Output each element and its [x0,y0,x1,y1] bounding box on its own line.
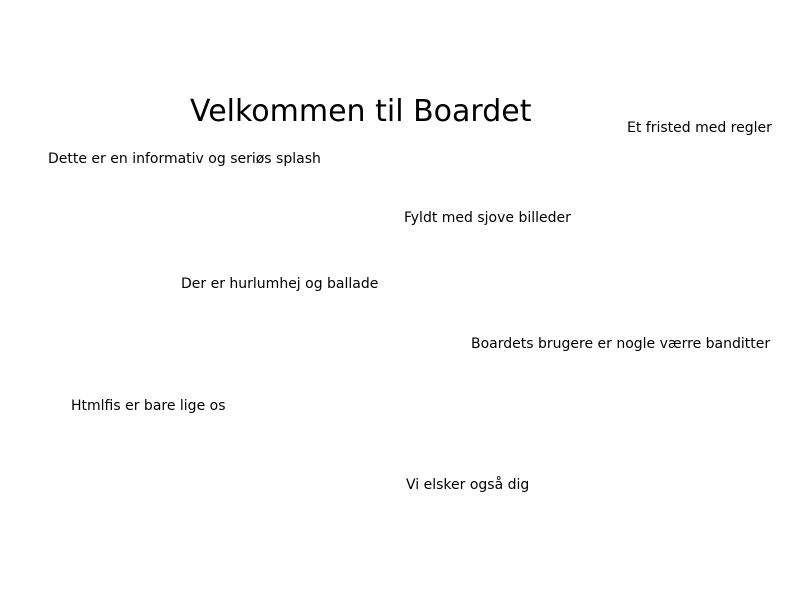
fun-text: Der er hurlumhej og ballade [181,276,379,292]
page-title: Velkommen til Boardet [190,94,532,129]
htmlfis-text: Htmlfis er bare lige os [71,398,226,414]
love-text: Vi elsker også dig [406,477,530,493]
splash-description-text: Dette er en informativ og seriøs splash [48,151,321,167]
users-text: Boardets brugere er nogle værre banditter [471,336,771,352]
tagline-text: Et fristed med regler [627,120,772,136]
images-text: Fyldt med sjove billeder [404,210,571,226]
